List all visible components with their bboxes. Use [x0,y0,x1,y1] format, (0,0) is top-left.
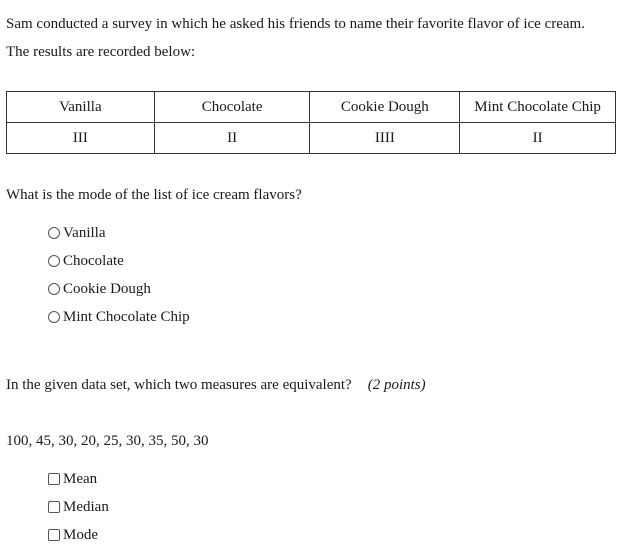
tally-chocolate: II [154,123,310,154]
checkbox[interactable] [48,529,60,541]
option-chocolate[interactable] [48,247,190,275]
option-label: Mean [63,470,98,487]
header-cookie-dough: Cookie Dough [310,92,460,123]
question-1-options [48,219,190,331]
option-median[interactable] [48,493,109,521]
tally-mint-chocolate-chip: II [460,123,616,154]
option-label: Median [63,498,109,515]
option-cookie-dough[interactable] [48,275,190,303]
option-label: Cookie Dough [63,280,151,297]
table-header-row [7,92,616,123]
option-mode[interactable] [48,521,109,549]
option-mean[interactable] [48,465,109,493]
checkbox[interactable] [48,501,60,513]
tally-cookie-dough: IIII [310,123,460,154]
radio-button[interactable] [48,255,60,267]
question-2 [6,375,426,395]
intro-text [6,10,631,66]
radio-button[interactable] [48,227,60,239]
question-2-text: In the given data set, which two measures are equivalent? [6,377,352,393]
tally-vanilla: III [7,123,155,154]
option-vanilla[interactable] [48,219,190,247]
option-mint-chocolate-chip[interactable] [48,303,190,331]
header-mint-chocolate-chip: Mint Chocolate Chip [460,92,616,123]
header-vanilla: Vanilla [7,92,155,123]
option-label: Mint Chocolate Chip [63,308,190,325]
checkbox[interactable] [48,473,60,485]
intro-line-2: The results are recorded below: [6,44,196,60]
option-label: Vanilla [63,224,106,241]
question-2-options [48,465,109,549]
option-label: Mode [63,526,98,543]
table-tally-row [7,123,616,154]
data-set-values: 100, 45, 30, 20, 25, 30, 35, 50, 30 [6,433,209,449]
intro-line-1: Sam conducted a survey in which he asked his friends to name their favorite flavor of ice cream. [6,16,585,32]
survey-results-table [6,91,616,154]
points-label: (2 points) [367,377,426,393]
question-1-text: What is the mode of the list of ice cream flavors? [6,187,302,203]
radio-button[interactable] [48,283,60,295]
header-chocolate: Chocolate [154,92,310,123]
radio-button[interactable] [48,311,60,323]
option-label: Chocolate [63,252,124,269]
